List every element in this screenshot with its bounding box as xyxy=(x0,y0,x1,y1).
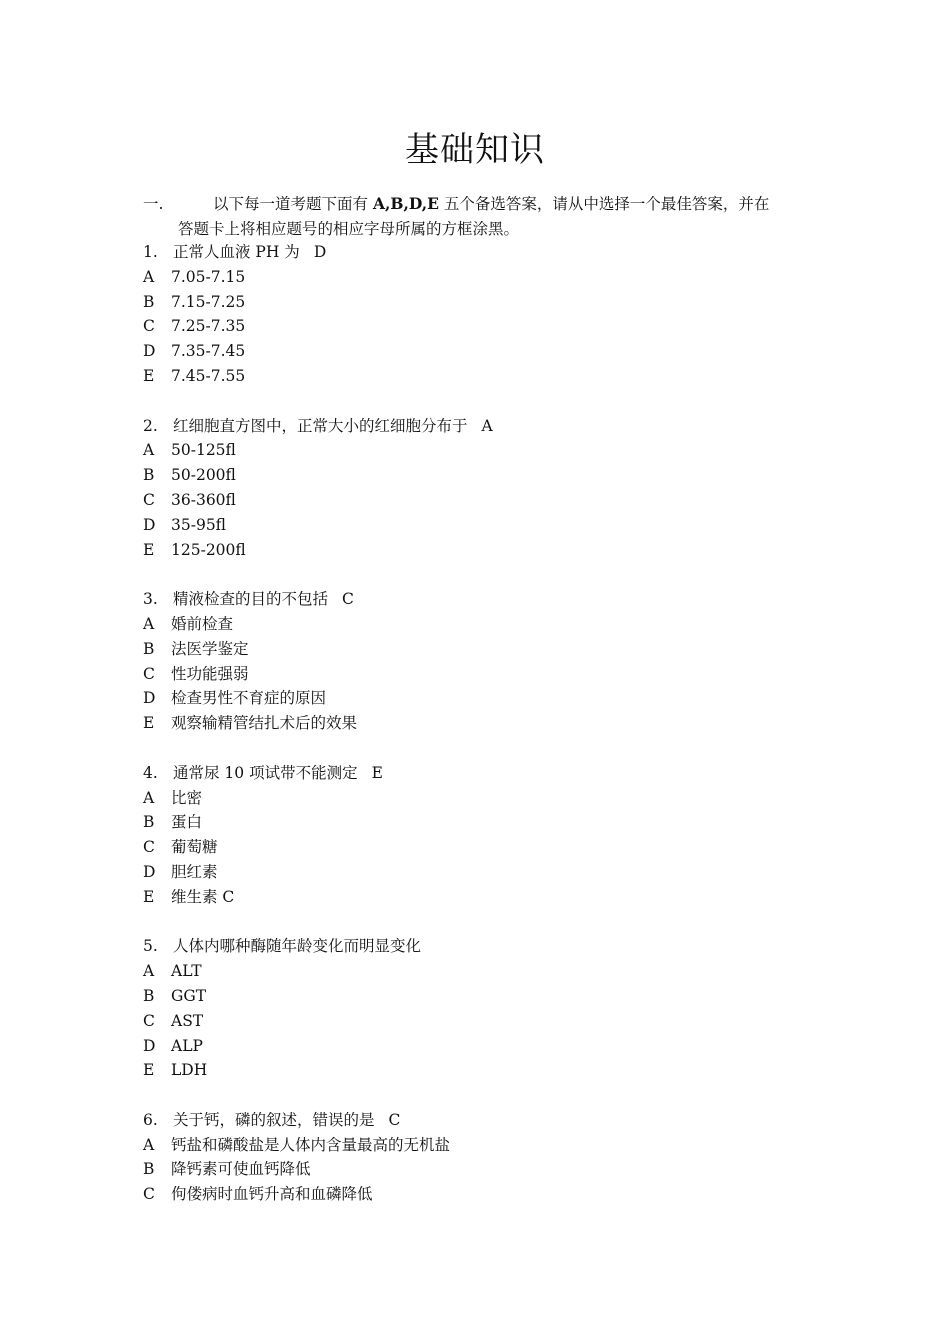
option-letter: B xyxy=(143,986,155,1005)
answer-option xyxy=(143,686,823,711)
question-answer: E xyxy=(371,763,383,782)
option-letter: C xyxy=(143,664,155,683)
option-letter: C xyxy=(143,1185,155,1204)
option-letter: B xyxy=(143,466,155,485)
answer-option xyxy=(143,835,823,860)
option-text: 婚前检查 xyxy=(171,614,234,633)
question-number: 2. xyxy=(143,416,158,435)
answer-option xyxy=(143,265,823,290)
answer-option xyxy=(143,290,823,315)
question-number: 6. xyxy=(143,1110,158,1129)
option-letter: B xyxy=(143,813,155,832)
question-text: 人体内哪种酶随年龄变化而明显变化 xyxy=(173,937,422,956)
option-text: 7.25-7.35 xyxy=(171,317,246,336)
question-block xyxy=(143,761,823,910)
question-text: 红细胞直方图中，正常大小的红细胞分布于 xyxy=(173,416,468,435)
answer-option xyxy=(143,662,823,687)
option-letter: D xyxy=(143,862,156,881)
question-block xyxy=(143,587,823,736)
option-text: 钙盐和磷酸盐是人体内含量最高的无机盐 xyxy=(171,1135,451,1154)
answer-option xyxy=(143,959,823,984)
option-text: 维生素 C xyxy=(171,887,235,906)
instructions-option-letters: A,B,D,E xyxy=(372,194,439,213)
question-text: 正常人血液 PH 为 xyxy=(173,243,300,261)
option-text: 性功能强弱 xyxy=(171,664,249,683)
instructions-text-after: 五个备选答案，请从中选择一个最佳答案，并在 xyxy=(443,195,770,213)
question-stem xyxy=(143,934,823,959)
answer-option xyxy=(143,1157,823,1182)
option-text: 佝偻病时血钙升高和血磷降低 xyxy=(171,1185,373,1204)
option-text: 7.15-7.25 xyxy=(171,292,246,311)
option-text: 法医学鉴定 xyxy=(171,639,249,658)
answer-option xyxy=(143,339,823,364)
answer-option xyxy=(143,984,823,1009)
option-letter: C xyxy=(143,490,155,509)
answer-option xyxy=(143,1034,823,1059)
question-stem xyxy=(143,1108,823,1133)
option-letter: D xyxy=(143,342,156,361)
answer-option xyxy=(143,364,823,389)
option-letter: B xyxy=(143,1160,155,1179)
question-answer: D xyxy=(313,243,327,261)
option-text: 7.45-7.55 xyxy=(171,366,246,385)
instructions-line-1 xyxy=(143,191,823,217)
option-text: 胆红素 xyxy=(171,862,218,881)
question-stem xyxy=(143,587,823,612)
option-text: 降钙素可使血钙降低 xyxy=(171,1160,311,1179)
answer-option xyxy=(143,885,823,910)
answer-option xyxy=(143,314,823,339)
question-text: 关于钙，磷的叙述，错误的是 xyxy=(173,1110,375,1129)
question-block xyxy=(143,934,823,1083)
option-text: 125-200fl xyxy=(171,540,246,559)
answer-option xyxy=(143,786,823,811)
instructions-text-before: 以下每一道考题下面有 xyxy=(213,195,369,213)
question-block xyxy=(143,240,823,389)
option-letter: B xyxy=(143,639,155,658)
option-letter: E xyxy=(143,714,155,733)
option-letter: D xyxy=(143,689,156,708)
answer-option xyxy=(143,637,823,662)
option-text: LDH xyxy=(171,1061,208,1080)
section-marker: 一. xyxy=(143,195,164,213)
option-text: 观察输精管结扎术后的效果 xyxy=(171,714,358,733)
option-text: GGT xyxy=(171,986,207,1005)
answer-option xyxy=(143,463,823,488)
option-text: 比密 xyxy=(171,788,203,807)
option-letter: A xyxy=(143,614,155,633)
page-title: 基础知识 xyxy=(405,130,545,170)
question-number: 5. xyxy=(143,937,158,956)
option-text: 50-200fl xyxy=(171,466,236,485)
question-number: 1. xyxy=(143,243,158,261)
question-block xyxy=(143,414,823,563)
question-text: 精液检查的目的不包括 xyxy=(173,590,329,609)
option-text: 蛋白 xyxy=(171,813,203,832)
answer-option xyxy=(143,711,823,736)
option-text: 36-360fl xyxy=(171,490,236,509)
question-stem xyxy=(143,414,823,439)
answer-option xyxy=(143,1058,823,1083)
answer-option xyxy=(143,810,823,835)
option-text: AST xyxy=(171,1011,204,1030)
option-letter: E xyxy=(143,366,155,385)
option-letter: C xyxy=(143,1011,155,1030)
option-letter: A xyxy=(143,788,155,807)
question-text: 通常尿 10 项试带不能测定 xyxy=(173,763,358,782)
answer-option xyxy=(143,488,823,513)
question-answer: C xyxy=(342,590,354,609)
answer-option xyxy=(143,1182,823,1207)
option-text: ALP xyxy=(171,1036,203,1055)
answer-option xyxy=(143,1133,823,1158)
option-letter: D xyxy=(143,515,156,534)
option-letter: A xyxy=(143,267,155,286)
option-letter: C xyxy=(143,317,155,336)
question-answer: A xyxy=(481,416,493,435)
option-text: ALT xyxy=(171,962,202,981)
option-text: 7.35-7.45 xyxy=(171,342,246,361)
question-number: 4. xyxy=(143,763,158,782)
option-text: 7.05-7.15 xyxy=(171,267,246,286)
option-letter: D xyxy=(143,1036,156,1055)
answer-option xyxy=(143,860,823,885)
option-letter: A xyxy=(143,962,155,981)
instructions-line-2: 答题卡上将相应题号的相应字母所属的方框涂黑。 xyxy=(178,220,520,238)
question-answer: C xyxy=(388,1110,401,1129)
option-letter: A xyxy=(143,441,155,460)
instructions xyxy=(143,191,823,242)
option-letter: E xyxy=(143,540,155,559)
question-block xyxy=(143,1108,823,1207)
answer-option xyxy=(143,538,823,563)
option-letter: A xyxy=(143,1135,155,1154)
option-letter: E xyxy=(143,1061,155,1080)
option-text: 检查男性不育症的原因 xyxy=(171,689,327,708)
option-letter: C xyxy=(143,838,155,857)
answer-option xyxy=(143,438,823,463)
question-list xyxy=(143,240,823,1232)
option-letter: E xyxy=(143,887,155,906)
answer-option xyxy=(143,513,823,538)
answer-option xyxy=(143,1009,823,1034)
question-number: 3. xyxy=(143,590,158,609)
question-stem xyxy=(143,240,823,265)
option-text: 35-95fl xyxy=(171,515,227,534)
option-text: 50-125fl xyxy=(171,441,236,460)
question-stem xyxy=(143,761,823,786)
option-letter: B xyxy=(143,292,155,311)
answer-option xyxy=(143,612,823,637)
option-text: 葡萄糖 xyxy=(171,838,218,857)
